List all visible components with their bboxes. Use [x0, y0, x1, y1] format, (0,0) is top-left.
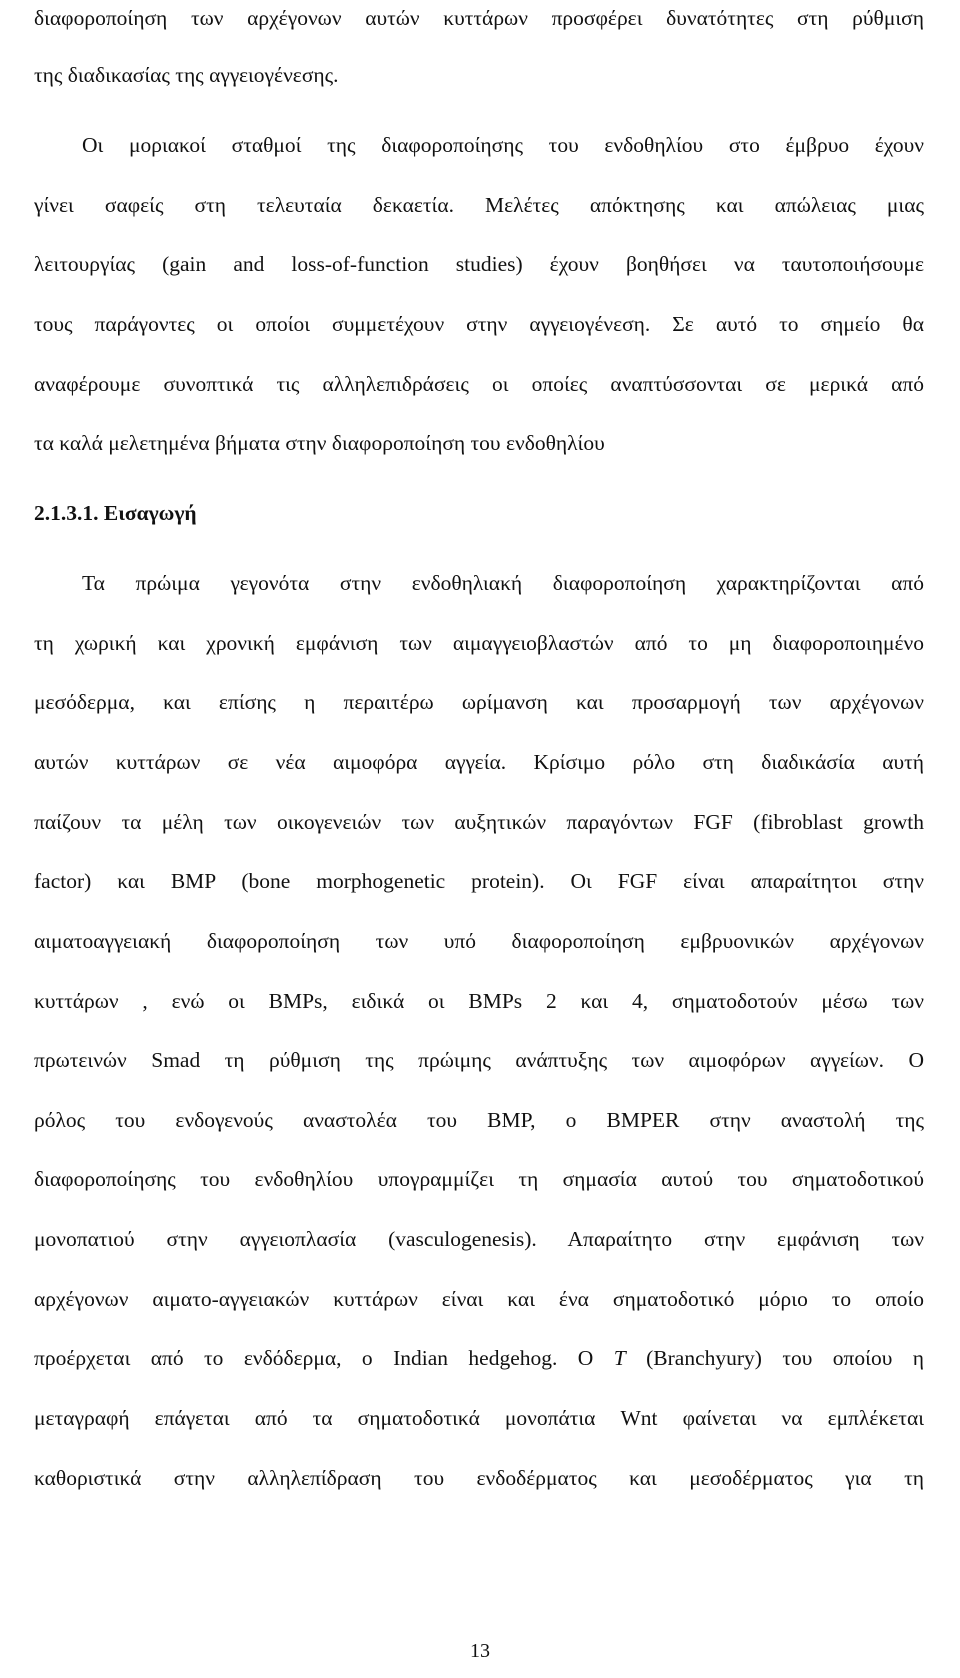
- paragraph-line: factor) και BMP (bone morphogenetic protein). Οι FGF είναι απαραίτητοι στην: [34, 869, 924, 893]
- paragraph-line: αυτών κυττάρων σε νέα αιμοφόρα αγγεία. Κρίσιμο ρόλο στη διαδικάσία αυτή: [34, 750, 924, 774]
- paragraph-line: παίζουν τα μέλη των οικογενειών των αυξητικών παραγόντων FGF (fibroblast growth: [34, 810, 924, 834]
- paragraph-line: αναφέρουμε συνοπτικά τις αλληλεπιδράσεις οι οποίες αναπτύσσονται σε μερικά από: [34, 372, 924, 396]
- paragraph-line: τη χωρική και χρονική εμφάνιση των αιμαγγειοβλαστών από το μη διαφοροποιημένο: [34, 631, 924, 655]
- paragraph-line-mixed: [34, 1342, 924, 1374]
- paragraph-line: μονοπατιού στην αγγειοπλασία (vasculogenesis). Απαραίτητο στην εμφάνιση των: [34, 1227, 924, 1251]
- paragraph-line: διαφοροποίησης του ενδοθηλίου υπογραμμίζει τη σημασία αυτού του σηματοδοτικού: [34, 1167, 924, 1191]
- section-heading: 2.1.3.1. Εισαγωγή: [34, 501, 197, 525]
- paragraph-line: Οι μοριακοί σταθμοί της διαφοροποίησης του ενδοθηλίου στο έμβρυο έχουν: [82, 133, 924, 157]
- line-segment: (Branchyury) του οποίου η: [646, 1346, 924, 1370]
- paragraph-line: τα καλά μελετημένα βήματα στην διαφοροποίηση του ενδοθηλίου: [34, 431, 605, 455]
- page-number: 13: [470, 1640, 490, 1662]
- paragraph-line: αιματοαγγειακή διαφοροποίηση των υπό διαφοροποίηση εμβρυονικών αρχέγονων: [34, 929, 924, 953]
- paragraph-line: τους παράγοντες οι οποίοι συμμετέχουν στην αγγειογένεση. Σε αυτό το σημείο θα: [34, 312, 924, 336]
- paragraph-line: γίνει σαφείς στη τελευταία δεκαετία. Μελέτες απόκτησης και απώλειας μιας: [34, 193, 924, 217]
- paragraph-line: καθοριστικά στην αλληλεπίδραση του ενδοδέρματος και μεσοδέρματος για τη: [34, 1466, 924, 1490]
- paragraph-line: διαφοροποίηση των αρχέγονων αυτών κυττάρων προσφέρει δυνατότητες στη ρύθμιση: [34, 6, 924, 30]
- paragraph-line: κυττάρων , ενώ οι BMPs, ειδικά οι BMPs 2 και 4, σηματοδοτούν μέσω των: [34, 989, 924, 1013]
- paragraph-line: αρχέγονων αιματο-αγγειακών κυττάρων είναι και ένα σηματοδοτικό μόριο το οποίο: [34, 1287, 924, 1311]
- line-segment: προέρχεται από το ενδόδερμα, ο Indian hedgehog. O: [34, 1346, 614, 1370]
- paragraph-line: της διαδικασίας της αγγειογένεσης.: [34, 63, 339, 87]
- gene-symbol: T: [613, 1346, 626, 1370]
- paragraph-line: ρόλος του ενδογενούς αναστολέα του BMP, ο BMPER στην αναστολή της: [34, 1108, 924, 1132]
- paragraph-line: μεταγραφή επάγεται από τα σηματοδοτικά μονοπάτια Wnt φαίνεται να εμπλέκεται: [34, 1406, 924, 1430]
- paragraph-line: λειτουργίας (gain and loss-of-function studies) έχουν βοηθήσει να ταυτοποιήσουμε: [34, 252, 924, 276]
- paragraph-line: μεσόδερμα, και επίσης η περαιτέρω ωρίμανση και προσαρμογή των αρχέγονων: [34, 690, 924, 714]
- paragraph-line: πρωτεινών Smad τη ρύθμιση της πρώιμης ανάπτυξης των αιμοφόρων αγγείων. Ο: [34, 1048, 924, 1072]
- paragraph-line: Τα πρώιμα γεγονότα στην ενδοθηλιακή διαφοροποίηση χαρακτηρίζονται από: [82, 571, 924, 595]
